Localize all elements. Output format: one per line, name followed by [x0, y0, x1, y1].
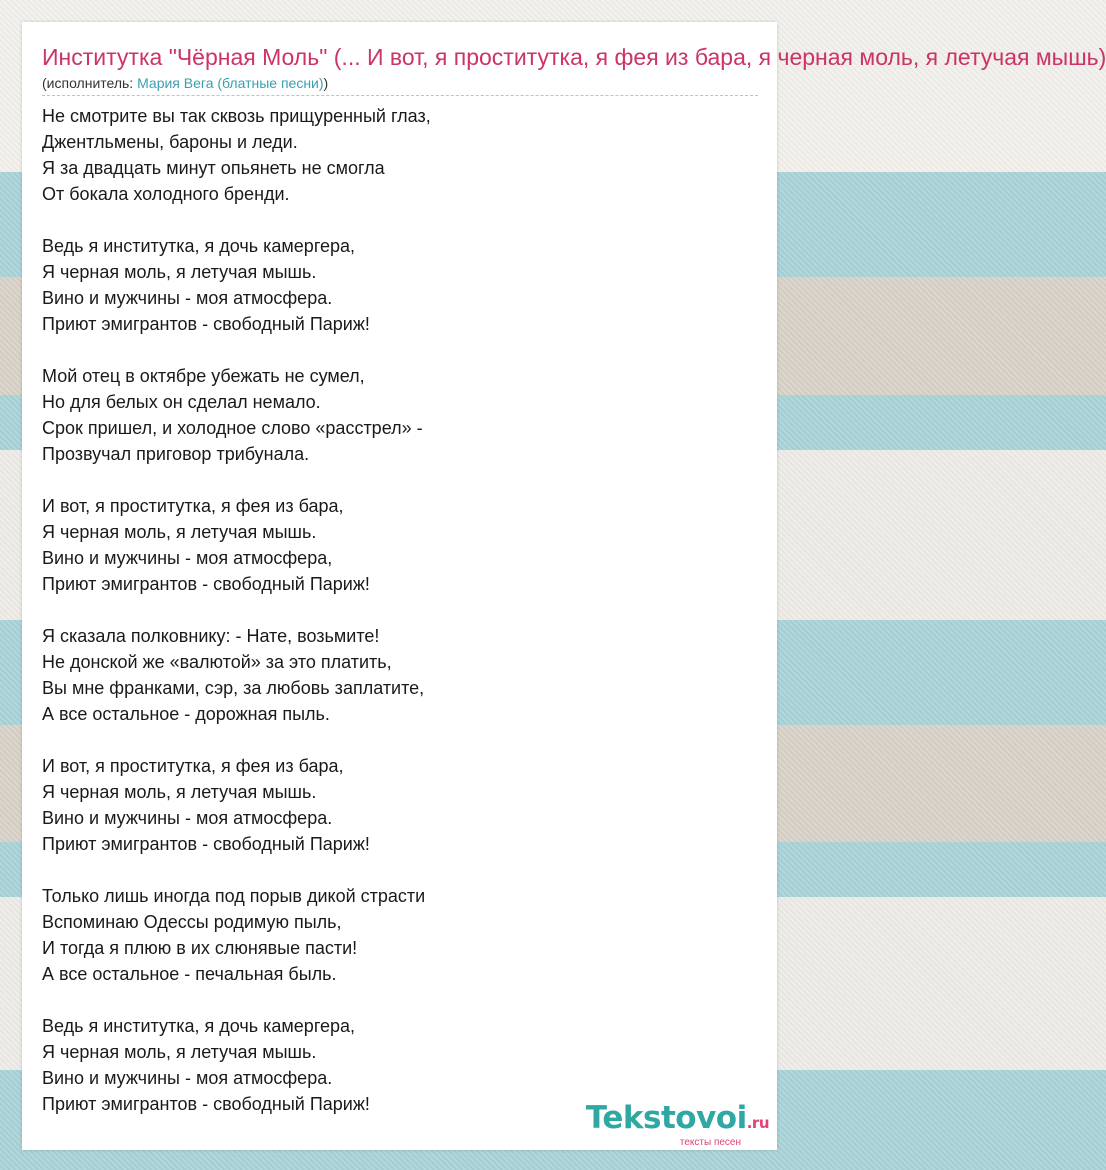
lyric-line: Я за двадцать минут опьянеть не смогла — [42, 158, 385, 178]
lyric-line: Приют эмигрантов - свободный Париж! — [42, 574, 370, 594]
logo-domain-suffix: .ru — [746, 1114, 769, 1132]
lyric-line: Приют эмигрантов - свободный Париж! — [42, 834, 370, 854]
lyric-line: Вино и мужчины - моя атмосфера. — [42, 808, 333, 828]
performer-prefix: (исполнитель: — [42, 75, 138, 91]
performer-suffix: ) — [323, 75, 329, 91]
lyric-line: И вот, я проститутка, я фея из бара, — [42, 496, 344, 516]
lyrics-stanza — [42, 753, 758, 857]
lyric-line: Я черная моль, я летучая мышь. — [42, 1042, 317, 1062]
lyric-line: Я черная моль, я летучая мышь. — [42, 522, 317, 542]
lyric-line: И вот, я проститутка, я фея из бара, — [42, 756, 344, 776]
lyric-line: Только лишь иногда под порыв дикой страсти — [42, 886, 426, 906]
lyrics-stanza — [42, 883, 758, 987]
lyric-line: Прозвучал приговор трибунала. — [42, 444, 310, 464]
lyric-line: Я черная моль, я летучая мышь. — [42, 782, 317, 802]
lyric-line: Вы мне франками, сэр, за любовь заплатите, — [42, 678, 425, 698]
lyrics-stanza — [42, 233, 758, 337]
lyric-line: И тогда я плюю в их слюнявые пасти! — [42, 938, 358, 958]
site-logo[interactable] — [586, 1102, 769, 1148]
lyric-line: Джентльмены, бароны и леди. — [42, 132, 298, 152]
logo-wordmark — [586, 1102, 769, 1139]
logo-text: Tekstovoi — [585, 1100, 747, 1136]
lyric-line: Ведь я институтка, я дочь камергера, — [42, 236, 356, 256]
lyric-line: Я черная моль, я летучая мышь. — [42, 262, 317, 282]
lyric-line: А все остальное - дорожная пыль. — [42, 704, 330, 724]
lyric-line: Не смотрите вы так сквозь прищуренный глаз, — [42, 106, 431, 126]
lyric-line: Срок пришел, и холодное слово «расстрел» - — [42, 418, 423, 438]
logo-tagline: тексты песен — [679, 1137, 741, 1148]
lyric-line: Но для белых он сделал немало. — [42, 392, 321, 412]
lyric-line: Ведь я институтка, я дочь камергера, — [42, 1016, 356, 1036]
performer-line — [42, 74, 758, 96]
lyric-line: Не донской же «валютой» за это платить, — [42, 652, 392, 672]
lyric-line: Вино и мужчины - моя атмосфера. — [42, 288, 333, 308]
lyrics-stanza — [42, 363, 758, 467]
lyric-line: Я сказала полковнику: - Нате, возьмите! — [42, 626, 380, 646]
lyric-line: Вино и мужчины - моя атмосфера. — [42, 1068, 333, 1088]
lyrics-text — [42, 103, 758, 1117]
lyric-line: Приют эмигрантов - свободный Париж! — [42, 314, 370, 334]
lyrics-card — [22, 22, 1106, 1150]
lyrics-stanza — [42, 623, 758, 727]
song-title: Институтка "Чёрная Моль" (... И вот, я проститутка, я фея из бара, я черная моль, я летучая мышь) — [42, 44, 1106, 70]
lyric-line: Вспоминаю Одессы родимую пыль, — [42, 912, 342, 932]
lyric-line: Вино и мужчины - моя атмосфера, — [42, 548, 333, 568]
lyric-line: А все остальное - печальная быль. — [42, 964, 337, 984]
lyrics-stanza — [42, 493, 758, 597]
lyrics-stanza — [42, 103, 758, 207]
lyric-line: От бокала холодного бренди. — [42, 184, 290, 204]
performer-link[interactable]: Мария Вега (блатные песни) — [137, 75, 324, 91]
lyric-line: Мой отец в октябре убежать не сумел, — [42, 366, 365, 386]
lyric-line: Приют эмигрантов - свободный Париж! — [42, 1094, 370, 1114]
